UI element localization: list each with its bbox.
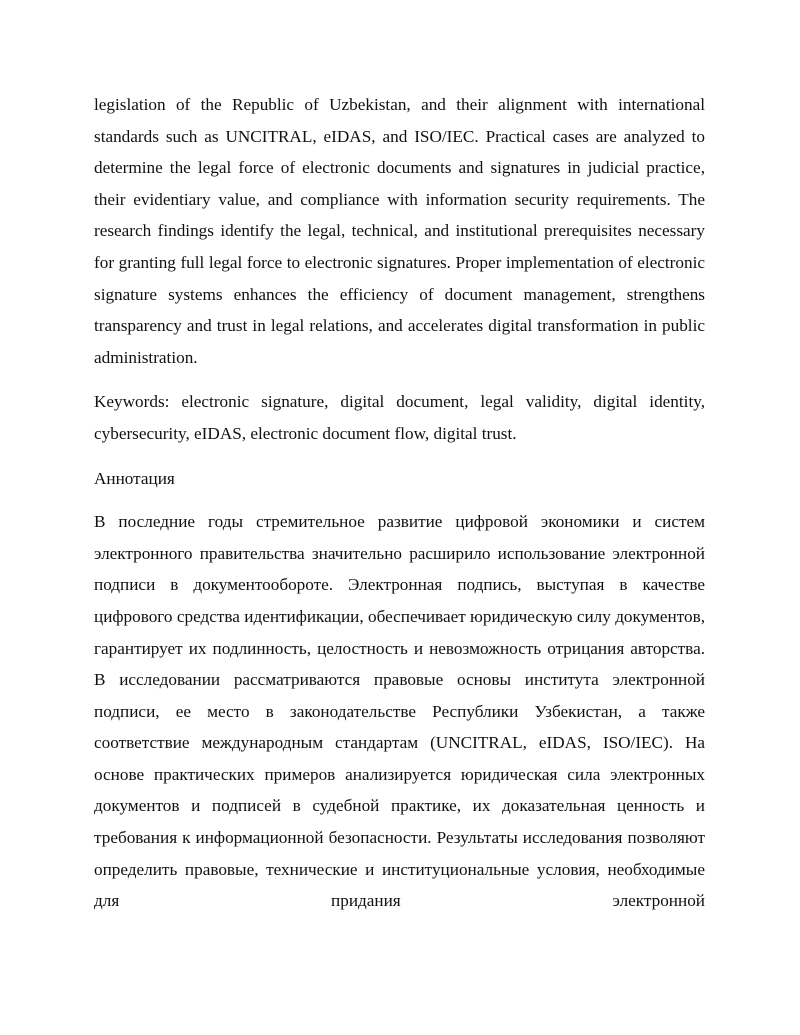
abstract-en-paragraph: legislation of the Republic of Uzbekistan, and their alignment with international standards such as UNCITRAL, eIDAS, and ISO/IEC. Practical cases are analyzed to determine the legal force of electronic documents and signatures in judicial practice, their evidentiary value, and compliance with information security requirements. The research findings identify the legal, technical, and institutional prerequisites necessary for granting full legal force to electronic signatures. Proper implementation of electronic signature systems enhances the efficiency of document management, strengthens transparency and trust in legal relations, and accelerates digital transformation in public administration. (94, 95, 705, 367)
abstract-ru-paragraph: В последние годы стремительное развитие цифровой экономики и систем электронного правительства значительно расширило использование электронной подписи в документообороте. Электронная подпись, выступая в качестве цифрового средства идентификации, обеспечивает юридическую силу документов, гарантирует их подлинность, целостность и невозможность отрицания авторства. В исследовании рассматриваются правовые основы института электронной подписи, ее место в законодательстве Республики Узбекистан, а также соответствие международным стандартам (UNCITRAL, eIDAS, ISO/IEC). На основе практических примеров анализируется юридическая сила электронных документов и подписей в судебной практике, их доказательная ценность и требования к информационной безопасности. Результаты исследования позволяют определить правовые, технические и институциональные условия, необходимые для придания электронной (94, 512, 705, 911)
document-page (94, 89, 705, 917)
keywords-en: Keywords: electronic signature, digital document, legal validity, digital identity, cybersecurity, eIDAS, electronic document flow, digital trust. (94, 392, 705, 443)
abstract-ru-heading: Аннотация (94, 468, 175, 488)
